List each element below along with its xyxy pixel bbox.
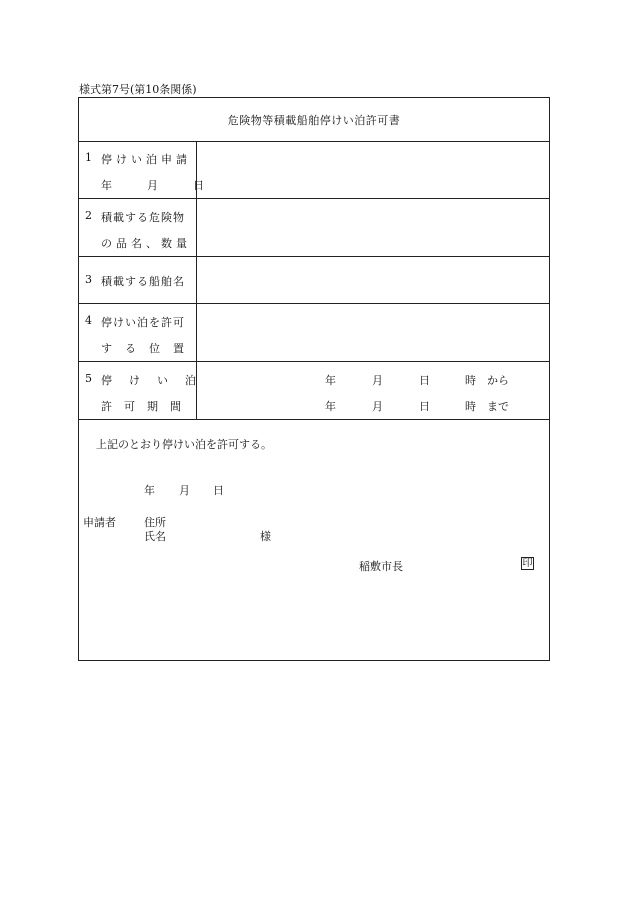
row-label-line1: 停けい泊申請 <box>101 153 191 166</box>
row-application-date <box>79 141 549 199</box>
vessel-name-field[interactable] <box>197 257 549 303</box>
until-label: まで <box>487 400 509 413</box>
row-number: 3 <box>85 273 92 286</box>
row-label-line2: する位置 <box>101 342 197 355</box>
issue-date-year: 年 <box>144 484 155 497</box>
row-label-line1: 積載する船舶名 <box>101 275 185 288</box>
issuer-name: 稲敷市長 <box>359 560 403 573</box>
until-month-label: 月 <box>372 400 383 413</box>
honorific-label: 様 <box>260 530 271 543</box>
row-label <box>79 304 197 361</box>
form-code: 様式第7号(第10条関係) <box>79 83 197 96</box>
applicant-label: 申請者 <box>83 516 116 529</box>
row-label-line1: 停けい泊を許可 <box>101 316 185 329</box>
row-label <box>79 257 197 303</box>
from-month-label: 月 <box>372 374 383 387</box>
from-year-label: 年 <box>325 374 336 387</box>
mooring-location-field[interactable] <box>197 304 549 361</box>
permit-statement: 上記のとおり停けい泊を許可する。 <box>96 438 272 451</box>
until-day-label: 日 <box>419 400 430 413</box>
until-hour-label: 時 <box>465 400 476 413</box>
row-number: 4 <box>85 314 92 327</box>
from-hour-label: 時 <box>465 374 476 387</box>
row-permit-period <box>79 362 549 420</box>
row-mooring-location <box>79 304 549 362</box>
row-label-line2: の品名、数量 <box>101 237 191 250</box>
issue-date-day: 日 <box>213 484 224 497</box>
row-label-line2: 年 月 日 <box>101 179 216 192</box>
hazardous-material-field[interactable] <box>197 199 549 256</box>
row-number: 1 <box>85 151 92 164</box>
form-title: 危険物等積載船舶停けい泊許可書 <box>79 98 549 142</box>
seal-mark: 印 <box>522 557 533 569</box>
row-label-line1: 停けい泊 <box>101 374 213 387</box>
row-label <box>79 141 216 198</box>
row-label-line2: 許可期間 <box>101 400 193 413</box>
from-label: から <box>487 374 509 387</box>
row-vessel-name <box>79 257 549 304</box>
row-label-line1: 積載する危険物 <box>101 211 185 224</box>
permit-period-field[interactable] <box>197 362 549 419</box>
row-label <box>79 199 197 256</box>
permit-form <box>78 97 550 661</box>
address-label: 住所 <box>144 516 166 529</box>
name-label: 氏名 <box>144 530 166 543</box>
row-number: 2 <box>85 209 92 222</box>
until-year-label: 年 <box>325 400 336 413</box>
application-date-field[interactable] <box>197 141 549 198</box>
issue-date-month: 月 <box>179 484 190 497</box>
row-label <box>79 362 213 419</box>
from-day-label: 日 <box>419 374 430 387</box>
row-number: 5 <box>85 372 92 385</box>
row-hazardous-material <box>79 199 549 257</box>
